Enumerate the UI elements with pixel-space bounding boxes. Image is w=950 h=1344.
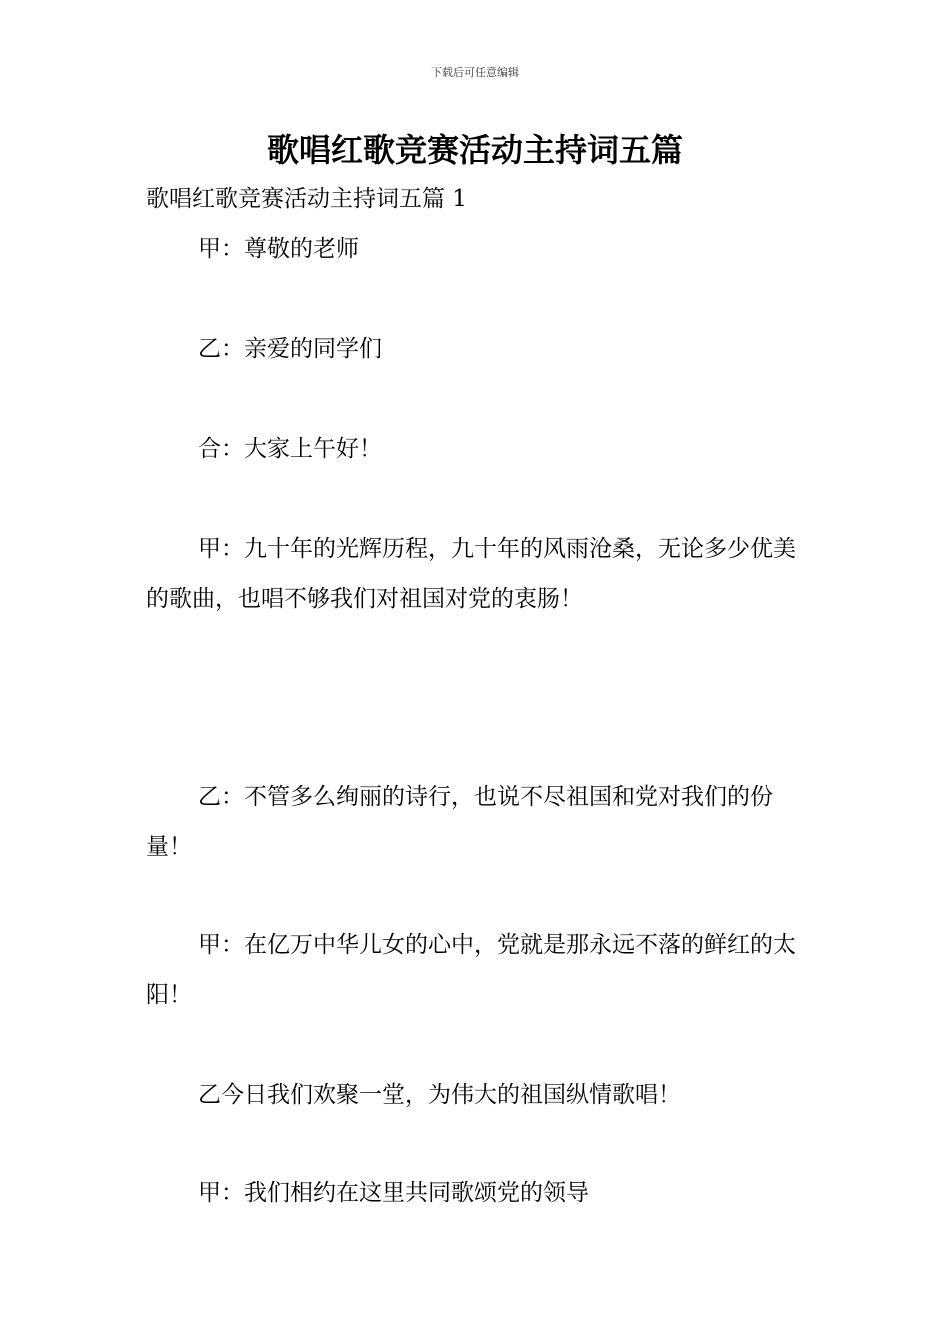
paragraph-6: 甲：在亿万中华儿女的心中，党就是那永远不落的鲜红的太阳！ <box>146 932 796 1008</box>
paragraph-5: 乙：不管多么绚丽的诗行，也说不尽祖国和党对我们的份量！ <box>146 784 773 860</box>
paragraph-7: 乙今日我们欢聚一堂，为伟大的祖国纵情歌唱！ <box>198 1082 681 1108</box>
header-note: 下载后可任意编辑 <box>431 66 519 79</box>
paragraph-2: 乙：亲爱的同学们 <box>198 336 382 362</box>
document-title: 歌唱红歌竞赛活动主持词五篇 <box>266 131 683 169</box>
paragraph-8: 甲：我们相约在这里共同歌颂党的领导 <box>198 1180 589 1206</box>
paragraph-1: 甲：尊敬的老师 <box>198 236 359 262</box>
section-heading: 歌唱红歌竞赛活动主持词五篇 1 <box>146 186 467 212</box>
paragraph-4: 甲：九十年的光辉历程，九十年的风雨沧桑，无论多少优美的歌曲，也唱不够我们对祖国对党的衷肠！ <box>146 536 796 612</box>
paragraph-3: 合：大家上午好！ <box>198 436 382 462</box>
